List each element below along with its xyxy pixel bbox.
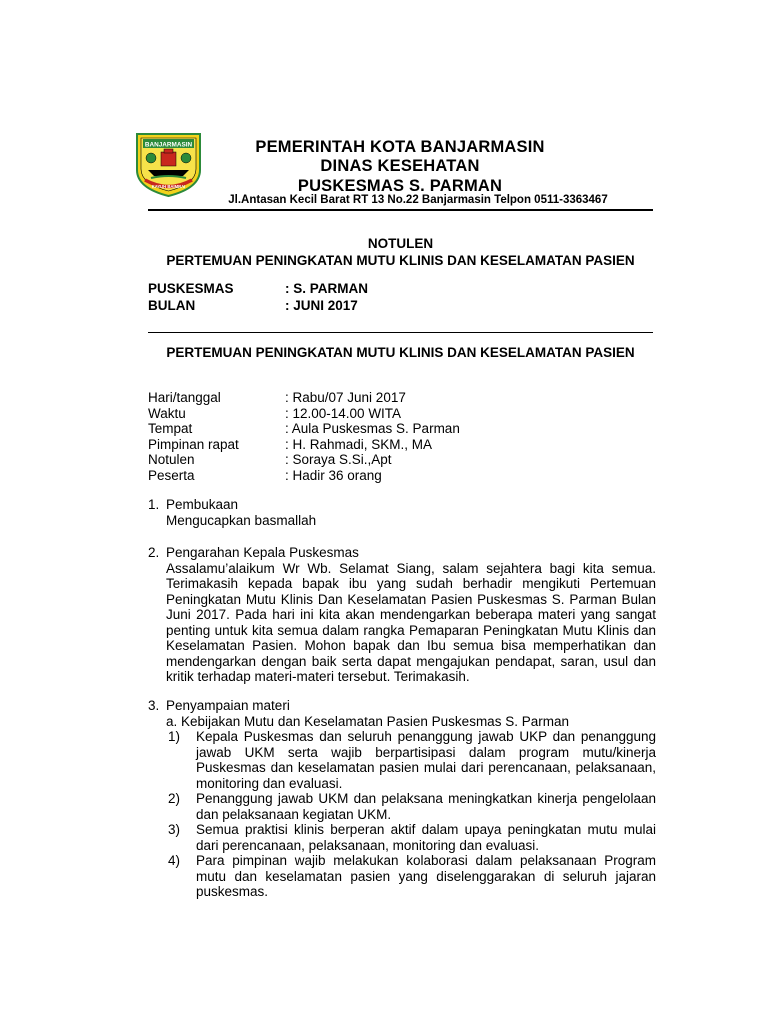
list-item-text: Kepala Puskesmas dan seluruh penanggung jawab UKP dan penanggung jawab UKM serta wajib berpartisipasi dalam program mutu/kinerja Puskesmas dan keselamatan pasien mulai dari perencanaan, pelaksanaan, monitoring dan evaluasi. <box>196 729 656 791</box>
section-text: Mengucapkan basmallah <box>166 512 317 528</box>
field-puskesmas-label: PUSKESMAS <box>148 281 234 296</box>
section-heading: Pengarahan Kepala Puskesmas <box>166 545 359 560</box>
logo-text-top: BANJARMASIN <box>144 141 193 149</box>
field-puskesmas <box>148 281 368 296</box>
section-divider <box>148 332 653 333</box>
field-puskesmas-value: : S. PARMAN <box>285 281 368 296</box>
info-value: : 12.00-14.00 WITA <box>285 405 402 421</box>
info-value: : Aula Puskesmas S. Parman <box>285 421 460 436</box>
info-row <box>148 421 460 437</box>
info-label: Waktu <box>148 405 186 421</box>
info-row <box>148 452 460 468</box>
section-heading: Penyampaian materi <box>166 698 290 713</box>
section-content <box>166 545 656 685</box>
info-label: Pimpinan rapat <box>148 436 239 452</box>
info-row <box>148 406 460 422</box>
letterhead-department: DINAS KESEHATAN <box>320 157 480 175</box>
info-row <box>148 468 460 484</box>
logo-text-bottom: KAYUH BAIMBAI <box>151 184 186 189</box>
list-item-number: 4) <box>168 853 181 868</box>
letterhead-government: PEMERINTAH KOTA BANJARMASIN <box>255 138 545 156</box>
info-label: Peserta <box>148 467 195 483</box>
letterhead-address: Jl.Antasan Kecil Barat RT 13 No.22 Banjarmasin Telpon 0511-3363467 <box>228 194 608 206</box>
info-value: : H. Rahmadi, SKM., MA <box>285 436 433 452</box>
info-value: : Hadir 36 orang <box>285 467 382 483</box>
list-item-text: Semua praktisi klinis berperan aktif dalam upaya peningkatan mutu mulai dari perencanaan, pelaksanaan, monitoring dan evaluasi. <box>196 822 656 853</box>
field-bulan-label: BULAN <box>148 298 196 313</box>
info-label: Tempat <box>148 421 193 436</box>
list-item-text: Penanggung jawab UKM dan pelaksana meningkatkan kinerja pengelolaan dan pelaksanaan kegiatan UKM. <box>196 791 656 822</box>
section-number: 2. <box>148 545 160 560</box>
info-value: : Soraya S.Si.,Apt <box>285 452 392 467</box>
info-row <box>148 390 460 406</box>
subsection-a: a. Kebijakan Mutu dan Keselamatan Pasien Puskesmas S. Parman <box>166 713 569 729</box>
list-item-number: 3) <box>168 822 181 837</box>
section-number: 3. <box>148 698 160 713</box>
banjarmasin-emblem-icon <box>131 130 206 198</box>
field-bulan <box>148 298 358 313</box>
list-item-text: Para pimpinan wajib melakukan kolaborasi dalam pelaksanaan Program mutu dan keselamatan pasien yang diselenggarakan di seluruh jajaran puskesmas. <box>196 853 656 899</box>
info-row <box>148 437 460 453</box>
document-title-meeting: PERTEMUAN PENINGKATAN MUTU KLINIS DAN KESELAMATAN PASIEN <box>166 253 635 268</box>
section-content <box>166 497 656 528</box>
field-bulan-value: : JUNI 2017 <box>285 298 358 313</box>
info-label: Hari/tanggal <box>148 390 221 405</box>
list-item-number: 1) <box>168 729 181 744</box>
info-label: Notulen <box>148 452 195 467</box>
letterhead-puskesmas: PUSKESMAS S. PARMAN <box>297 177 503 195</box>
section-text: Assalamu’alaikum Wr Wb. Selamat Siang, salam sejahtera bagi kita semua. Terimakasih kepada bapak ibu yang sudah berhadir mengikuti Pertemuan Peningkatan Mutu Klinis Dan Keselamatan Pasien Puskesmas S. Parman Bulan Juni 2017. Pada hari ini kita akan mendengarkan beberapa materi yang sangat penting untuk kita semua dalam rangka Pemaparan Peningkatan Mutu Klinis dan Keselamatan Pasien. Mohon bapak dan Ibu semua bisa memperhatikan dan mendengarkan dengan baik serta dapat mengajukan pendapat, saran, usul dan kritik terhadap materi-materi tersebut. Terimakasih. <box>166 560 656 684</box>
list-item-number: 2) <box>168 791 181 806</box>
section-heading: Pembukaan <box>166 497 239 512</box>
meeting-subtitle: PERTEMUAN PENINGKATAN MUTU KLINIS DAN KESELAMATAN PASIEN <box>166 345 635 360</box>
section-content <box>166 698 656 714</box>
document-title: NOTULEN <box>367 236 434 251</box>
section-number: 1. <box>148 497 160 512</box>
info-value: : Rabu/07 Juni 2017 <box>285 390 406 405</box>
letterhead-divider <box>148 209 653 211</box>
meeting-info <box>148 390 460 483</box>
